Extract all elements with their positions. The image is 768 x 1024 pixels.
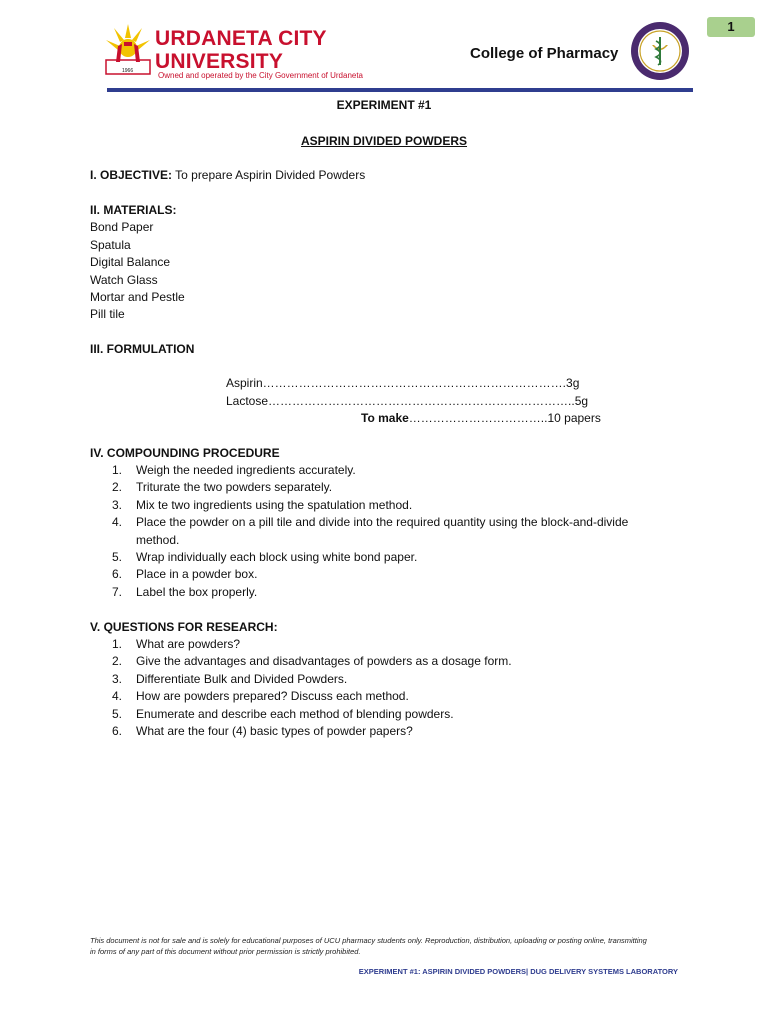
question-item: 3. Differentiate Bulk and Divided Powders. [112,671,348,686]
materials-section [90,202,185,324]
objective-label: I. OBJECTIVE: [90,168,173,182]
procedure-step: 2. Triturate the two powders separately. [112,480,333,495]
material-item: Pill tile [90,307,125,322]
procedure-step: 1. Weigh the needed ingredients accurately. [112,463,356,477]
university-tagline: Owned and operated by the City Government of Urdaneta [158,71,364,80]
material-item: Bond Paper [90,220,154,235]
page-number-badge: 1 [707,17,755,37]
question-item: 6. What are the four (4) basic types of powder papers? [112,724,413,739]
procedure-step: 4. Place the powder on a pill tile and divide into the required quantity using the block-and-divide method. [112,515,629,547]
experiment-title: ASPIRIN DIVIDED POWDERS [300,134,468,148]
university-name-line1: URDANETA CITY [155,27,327,50]
college-name: College of Pharmacy [470,45,619,62]
procedure-step: 5. Wrap individually each block using white bond paper. [112,550,418,565]
question-item: 5. Enumerate and describe each method of blending powders. [112,706,454,721]
procedure-label: IV. COMPOUNDING PROCEDURE [90,446,280,460]
procedure-list [90,462,690,601]
to-make-value: ……………………………..10 papers [408,411,601,425]
university-name-line2: UNIVERSITY [155,50,284,73]
questions-label: V. QUESTIONS FOR RESEARCH: [90,620,278,634]
footer-disclaimer: This document is not for sale and is solely for educational purposes of UCU pharmacy students only. Reproduction, distribution, uploading or posting online, transmitting in forms of any part of this document without prior permission is strictly prohibited. [90,936,647,956]
question-item: 4. How are powders prepared? Discuss each method. [112,689,409,704]
experiment-number: EXPERIMENT #1 [336,98,432,112]
formulation-line-aspirin: Aspirin………………………………………………………………….3g [226,376,580,390]
question-item: 2. Give the advantages and disadvantages of powders as a dosage form. [112,654,512,669]
to-make-label: To make [361,411,409,425]
college-seal-logo [630,21,690,81]
footer-running-title: EXPERIMENT #1: ASPIRIN DIVIDED POWDERS| DUG DELIVERY SYSTEMS LABORATORY [358,967,678,976]
questions-list [90,636,690,740]
university-logo [104,22,152,76]
question-item: 1. What are powders? [112,637,241,651]
formulation-to-make [361,410,601,427]
materials-label: II. MATERIALS: [90,203,177,217]
objective-text: To prepare Aspirin Divided Powders [172,168,366,182]
procedure-step: 3. Mix te two ingredients using the spatulation method. [112,497,413,512]
formulation-line-lactose: Lactose…………………………………………………………………..5g [226,394,589,408]
material-item: Digital Balance [90,255,171,270]
material-item: Mortar and Pestle [90,290,185,305]
procedure-step: 6. Place in a powder box. [112,567,258,582]
logo-year: 1966 [122,68,134,74]
objective-section [90,167,365,184]
material-item: Spatula [90,237,131,252]
formulation-label: III. FORMULATION [90,342,195,356]
procedure-step: 7. Label the box properly. [112,584,258,599]
header-divider [107,88,693,92]
material-item: Watch Glass [90,272,158,287]
